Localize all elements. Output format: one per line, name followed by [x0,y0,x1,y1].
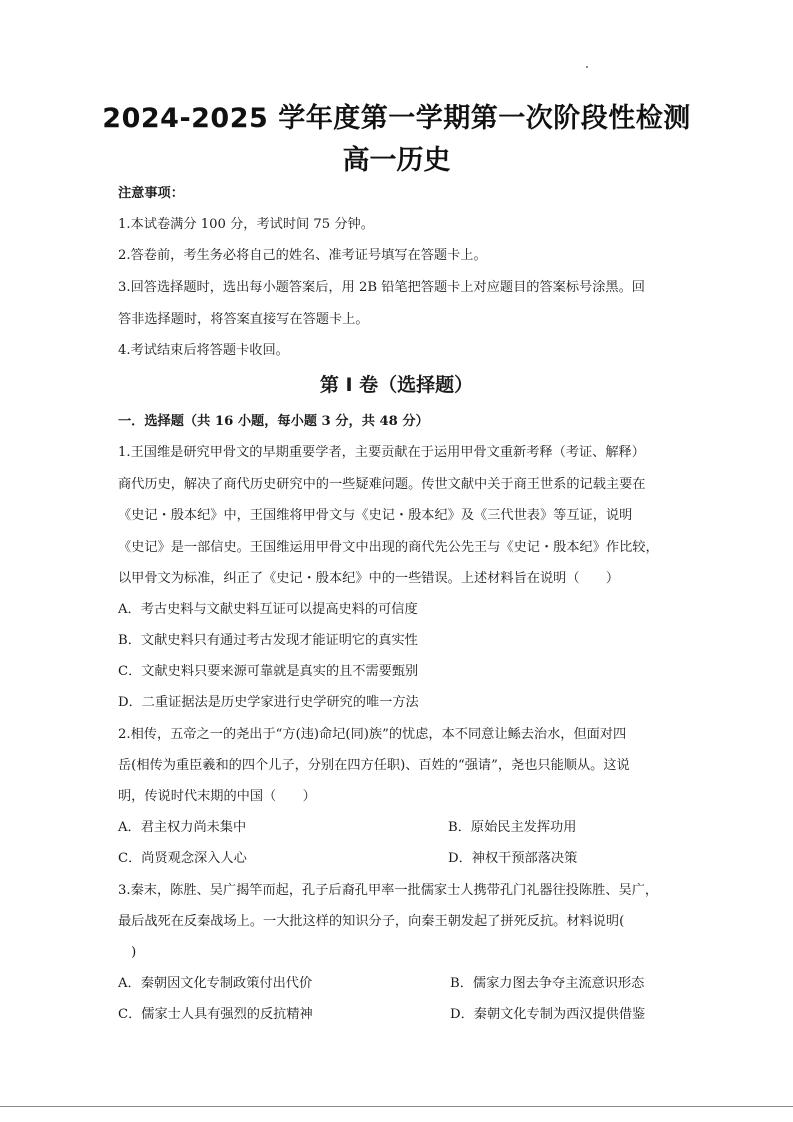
note-item: 1.本试卷满分 100 分，考试时间 75 分钟。 [118,217,374,232]
note-item: 3.回答选择题时，选出每小题答案后，用 2B 铅笔把答题卡上对应题目的答案标号涂黑。回 [118,280,645,295]
question-1-stem: 商代历史，解决了商代历史研究中的一些疑难问题。传世文献中关于商王世系的记载主要在 [118,477,646,492]
note-item: 4.考试结束后将答题卡收回。 [118,343,289,358]
question-2-option-a: A．君主权力尚未集中 [118,820,247,835]
question-3-option-d: D．秦朝文化专制为西汉提供借鉴 [450,1007,646,1022]
question-3-stem: 3.秦末，陈胜、吴广揭竿而起，孔子后裔孔甲率一批儒家士人携带孔门礼器往投陈胜、吴广， [118,883,659,898]
note-item: 答非选择题时，将答案直接写在答题卡上。 [118,312,369,327]
exam-title: 2024-2025 学年度第一学期第一次阶段性检测 [102,103,691,134]
question-1-option-b: B．文献史料只有通过考古发现才能证明它的真实性 [118,633,418,648]
question-2-stem: 岳(相传为重臣羲和的四个儿子，分别在四方任职)、百姓的“强请”，尧也只能顺从。这说 [118,758,630,773]
notes-heading: 注意事项： [118,186,184,201]
question-1-stem: 《史记・殷本纪》中，王国维将甲骨文与《史记・殷本纪》及《三代世表》等互证，说明 [118,508,633,523]
question-2-option-c: C．尚贤观念深入人心 [118,851,247,866]
footer-divider [0,1106,793,1107]
question-2-option-b: B．原始民主发挥功用 [448,820,577,835]
question-1-option-c: C．文献史料只要来源可靠就是真实的且不需要甄别 [118,664,419,679]
question-1-stem: 1.王国维是研究甲骨文的早期重要学者，主要贡献在于运用甲骨文重新考释（考证、解释） [118,445,645,460]
question-3-stem: 最后战死在反秦战场上。一大批这样的知识分子，向秦王朝发起了拼死反抗。材料说明( [118,914,625,929]
question-1-stem: 《史记》是一部信史。王国维运用甲骨文中出现的商代先公先王与《史记・殷本纪》作比较， [118,540,659,555]
question-1-option-d: D．二重证据法是历史学家进行史学研究的唯一方法 [118,695,419,710]
question-2-stem: 明，传说时代末期的中国（ ） [118,789,316,804]
part-heading: 一．选择题（共 16 小题，每小题 3 分，共 48 分） [118,414,429,429]
exam-subject: 高一历史 [342,145,451,176]
question-3-option-c: C．儒家士人具有强烈的反抗精神 [118,1007,313,1022]
question-1-stem: 以甲骨文为标准，纠正了《史记・殷本纪》中的一些错误。上述材料旨在说明（ ） [118,571,620,586]
question-2-stem: 2.相传，五帝之一的尧出于“方(违)命圮(同)族”的忧虑，本不同意让鲧去治水，但面对四 [118,727,627,742]
scan-speck [586,66,588,68]
question-3-stem: ) [118,945,137,960]
section-title: 第 I 卷（选择题） [319,374,474,396]
question-3-option-b: B．儒家力图去争夺主流意识形态 [450,976,645,991]
question-3-option-a: A．秦朝因文化专制政策付出代价 [118,976,313,991]
note-item: 2.答卷前，考生务必将自己的姓名、准考证号填写在答题卡上。 [118,248,487,263]
question-1-option-a: A．考古史料与文献史料互证可以提高史料的可信度 [118,602,418,617]
question-2-option-d: D．神权干预部落决策 [448,851,578,866]
